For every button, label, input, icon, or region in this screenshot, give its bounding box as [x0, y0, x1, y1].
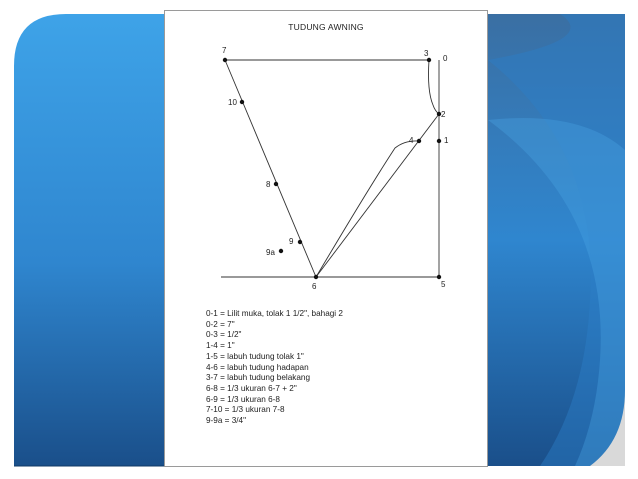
- measurement-legend: [206, 309, 343, 427]
- point-8-dot: [274, 182, 278, 186]
- pattern-sheet: [164, 10, 488, 467]
- diagram-points: [222, 46, 449, 291]
- point-2-label: 2: [441, 110, 446, 119]
- point-8-label: 8: [266, 180, 271, 189]
- point-5-label: 5: [441, 280, 446, 289]
- point-0-label: 0: [443, 54, 448, 63]
- left-blue-panel: [14, 14, 164, 466]
- point-3-dot: [427, 58, 431, 62]
- point-6-label: 6: [312, 282, 317, 291]
- legend-item: 0-2 = 7": [206, 319, 235, 329]
- legend-item: 4-6 = labuh tudung hadapan: [206, 362, 309, 372]
- point-3-label: 3: [424, 49, 429, 58]
- legend-item: 7-10 = 1/3 ukuran 7-8: [206, 405, 285, 415]
- point-7-dot: [223, 58, 227, 62]
- diagram-title: TUDUNG AWNING: [288, 22, 364, 32]
- point-10-dot: [240, 100, 244, 104]
- line-6-2: [316, 114, 439, 277]
- point-9-dot: [298, 240, 302, 244]
- point-10-label: 10: [228, 98, 237, 107]
- point-9a-dot: [279, 249, 283, 253]
- legend-item: 0-3 = 1/2": [206, 330, 242, 340]
- point-4-dot: [417, 139, 421, 143]
- legend-item: 1-5 = labuh tudung tolak 1": [206, 351, 304, 361]
- curve-3-2: [429, 60, 440, 114]
- point-4-label: 4: [409, 136, 414, 145]
- pattern-diagram: [165, 11, 489, 311]
- legend-item: 3-7 = labuh tudung belakang: [206, 373, 311, 383]
- legend-item: 0-1 = Lilit muka, tolak 1 1/2", bahagi 2: [206, 309, 343, 318]
- point-9a-label: 9a: [266, 248, 275, 257]
- point-5-dot: [437, 275, 441, 279]
- legend-item: 9-9a = 3/4": [206, 416, 247, 426]
- point-9-label: 9: [289, 237, 294, 246]
- point-1-dot: [437, 139, 441, 143]
- legend-item: 6-9 = 1/3 ukuran 6-8: [206, 394, 280, 404]
- legend-item: 6-8 = 1/3 ukuran 6-7 + 2": [206, 383, 297, 393]
- point-6-dot: [314, 275, 318, 279]
- point-7-label: 7: [222, 46, 227, 55]
- legend-item: 1-4 = 1": [206, 341, 235, 351]
- point-1-label: 1: [444, 136, 449, 145]
- line-7-6: [225, 60, 316, 277]
